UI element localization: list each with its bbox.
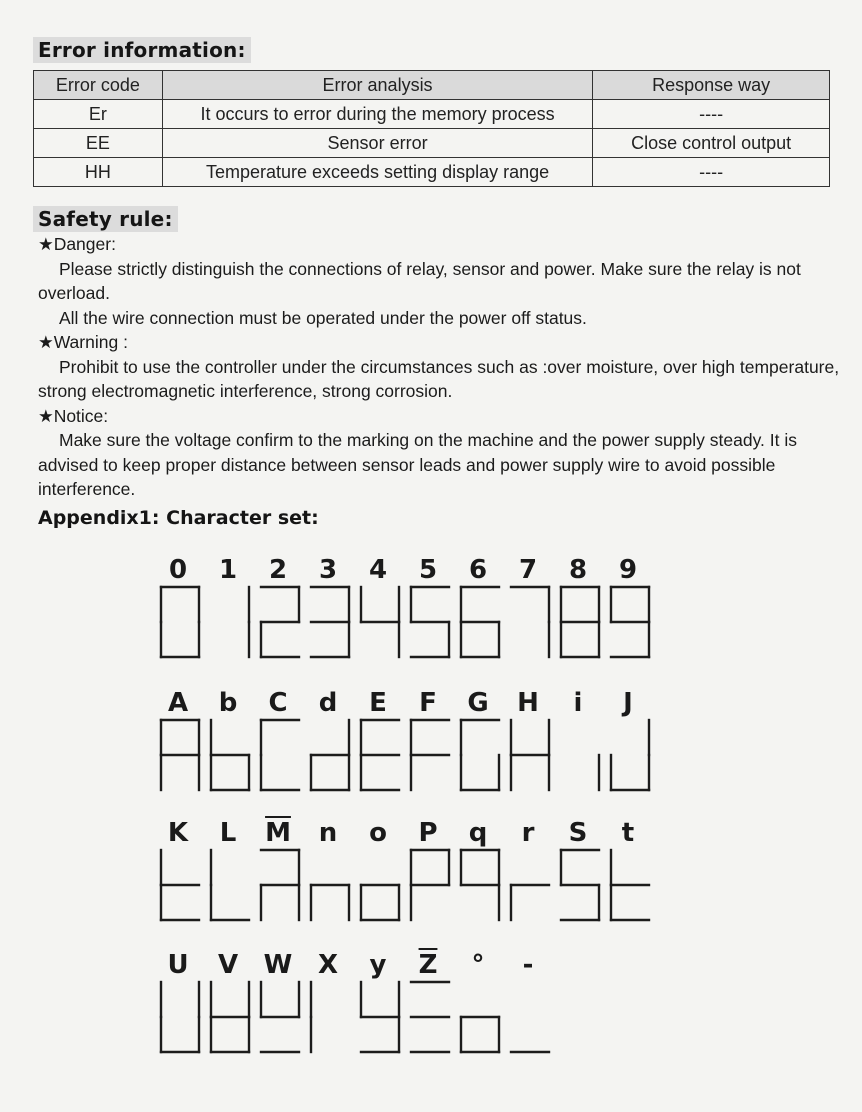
warning-text: Prohibit to use the controller under the circumstances such as :over moisture, over high temperature, strong electromagnetic interference, strong corrosion. [38, 356, 840, 401]
seven-segment-glyph [609, 718, 651, 792]
seven-segment-glyph [359, 718, 401, 792]
seven-segment-glyph [259, 718, 301, 792]
character-label: o [369, 818, 387, 848]
danger-text-relay: Please strictly distinguish the connections of relay, sensor and power. Make sure the relay is not overload. [38, 258, 801, 303]
character-label: A [167, 688, 189, 718]
character-row [154, 688, 654, 828]
appendix-heading: Appendix1: Character set: [38, 507, 319, 529]
seven-segment-glyph [359, 980, 401, 1054]
seven-segment-glyph [259, 980, 301, 1054]
character-label: 2 [268, 555, 288, 585]
seven-segment-glyph [359, 585, 401, 659]
character-row [154, 950, 654, 1090]
character-label: $\overline{M}$ [265, 818, 291, 848]
character-label: ° [471, 950, 485, 980]
notice-label: ★Notice: [38, 405, 109, 426]
seven-segment-glyph [209, 718, 251, 792]
response-way-cell: ---- [593, 100, 830, 129]
character-label: K [167, 818, 189, 848]
character-label: J [623, 688, 633, 718]
seven-segment-glyph [409, 718, 451, 792]
character-label: 4 [368, 555, 388, 585]
seven-segment-glyph [309, 585, 351, 659]
seven-segment-glyph [309, 980, 351, 1054]
character-row [154, 555, 654, 695]
character-label: W [263, 950, 293, 980]
table-row [34, 100, 830, 129]
character-label: - [522, 950, 534, 980]
safety-rules-body [38, 232, 848, 502]
character-label: $\overline{Z}$ [418, 950, 438, 980]
error-analysis-cell: Sensor error [162, 129, 592, 158]
seven-segment-glyph [509, 848, 551, 922]
seven-segment-glyph [309, 848, 351, 922]
character-label: S [568, 818, 588, 848]
character-row [154, 818, 654, 958]
seven-segment-glyph [209, 848, 251, 922]
seven-segment-glyph [159, 585, 201, 659]
danger-label: ★Danger: [38, 234, 116, 254]
seven-segment-glyph [159, 980, 201, 1054]
character-label: 3 [318, 555, 338, 585]
character-label: d [318, 688, 338, 718]
seven-segment-glyph [609, 848, 651, 922]
table-row [34, 158, 830, 187]
danger-text-wiring: All the wire connection must be operated under the power off status. [59, 307, 587, 328]
seven-segment-glyph [309, 718, 351, 792]
seven-segment-glyph [409, 585, 451, 659]
seven-segment-glyph [409, 980, 451, 1054]
character-label: X [317, 950, 339, 980]
character-label: i [573, 688, 583, 718]
response-way-cell: Close control output [593, 129, 830, 158]
seven-segment-glyph [259, 585, 301, 659]
character-label: y [369, 950, 387, 980]
error-analysis-cell: Temperature exceeds setting display range [162, 158, 592, 187]
seven-segment-glyph [359, 848, 401, 922]
character-label: 7 [518, 555, 538, 585]
seven-segment-glyph [209, 585, 251, 659]
seven-segment-glyph [159, 718, 201, 792]
character-label: L [219, 818, 237, 848]
character-label: P [418, 818, 438, 848]
error-code-cell: EE [34, 129, 163, 158]
character-label: b [218, 688, 238, 718]
seven-segment-glyph [159, 848, 201, 922]
response-way-cell: ---- [593, 158, 830, 187]
seven-segment-glyph [459, 848, 501, 922]
character-label: r [521, 818, 535, 848]
seven-segment-glyph [609, 585, 651, 659]
table-row [34, 129, 830, 158]
character-label: 6 [468, 555, 488, 585]
seven-segment-glyph [559, 848, 601, 922]
seven-segment-glyph [509, 718, 551, 792]
seven-segment-glyph [559, 718, 601, 792]
seven-segment-glyph [209, 980, 251, 1054]
character-label: C [268, 688, 288, 718]
character-label: G [467, 688, 489, 718]
seven-segment-glyph [459, 980, 501, 1054]
error-table [33, 70, 830, 187]
character-label: n [318, 818, 338, 848]
character-label: 0 [168, 555, 188, 585]
notice-text: Make sure the voltage confirm to the marking on the machine and the power supply steady. It is advised to keep proper distance between sensor leads and power supply wire to avoid possible interference. [38, 430, 797, 499]
character-label: 1 [218, 555, 238, 585]
column-header-error-code: Error code [34, 71, 163, 100]
character-label: E [369, 688, 387, 718]
error-information-heading: Error information: [33, 37, 251, 63]
error-code-cell: HH [34, 158, 163, 187]
error-table-header-row [34, 71, 830, 100]
column-header-response-way: Response way [593, 71, 830, 100]
seven-segment-glyph [509, 585, 551, 659]
character-label: q [468, 818, 488, 848]
character-label: U [167, 950, 189, 980]
character-label: 5 [418, 555, 438, 585]
error-code-cell: Er [34, 100, 163, 129]
character-label: 8 [568, 555, 588, 585]
error-analysis-cell: It occurs to error during the memory process [162, 100, 592, 129]
character-label: t [621, 818, 635, 848]
character-label: V [217, 950, 239, 980]
warning-label: ★Warning : [38, 332, 128, 352]
seven-segment-glyph [409, 848, 451, 922]
seven-segment-glyph [259, 848, 301, 922]
column-header-error-analysis: Error analysis [162, 71, 592, 100]
seven-segment-glyph [459, 585, 501, 659]
seven-segment-glyph [559, 585, 601, 659]
character-label: H [517, 688, 539, 718]
character-label: F [419, 688, 437, 718]
safety-rule-heading: Safety rule: [33, 206, 178, 232]
seven-segment-glyph [459, 718, 501, 792]
character-label: 9 [618, 555, 638, 585]
seven-segment-glyph [509, 980, 551, 1054]
